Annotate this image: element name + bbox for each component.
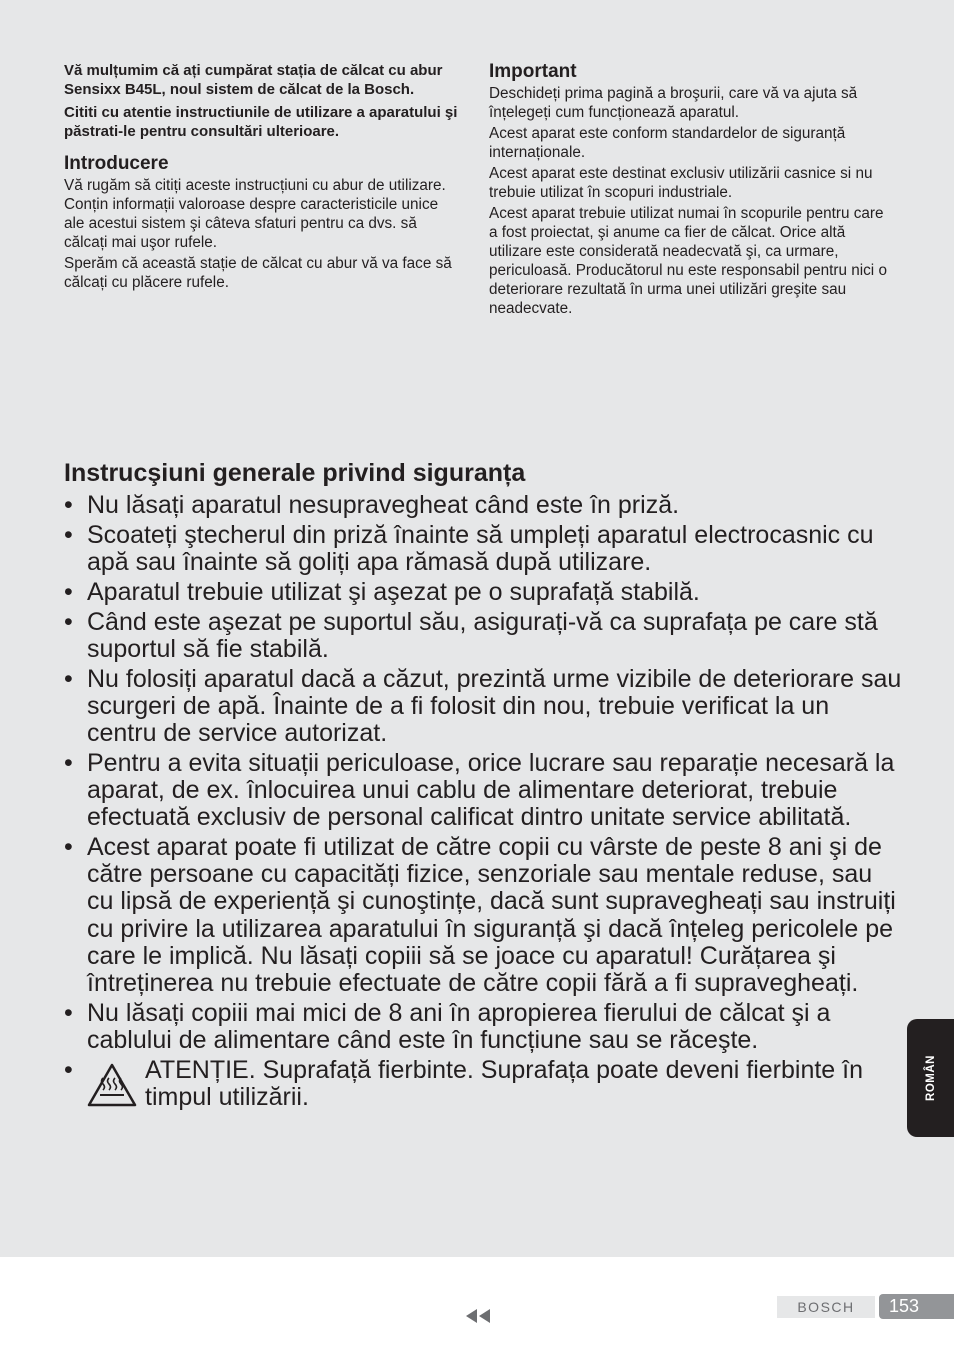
list-item-text: Pentru a evita situații periculoase, orice lucrare sau reparație necesară la aparat, de ex. înlocuirea unui cablu de alimentare deteriorat, trebuie efectuată exclusiv de personal calificat dintro unitate service abilitată. — [87, 748, 895, 832]
list-item-text: Când este aşezat pe suportul său, asigurați-vă ca suprafața pe care stă suportul să fie stabilă. — [87, 607, 878, 663]
list-item — [64, 579, 904, 606]
list-item — [64, 609, 904, 663]
intro-column — [64, 61, 459, 294]
double-left-arrow-icon[interactable] — [464, 1308, 492, 1324]
list-item — [64, 522, 904, 576]
intro-heading: Introducere — [64, 152, 169, 174]
bullet-mark: • — [64, 577, 73, 606]
important-paragraph-4: Acest aparat trebuie utilizat numai în scopurile pentru care a fost proiectat, şi anume ca fier de călcat. Orice altă utilizare este considerată neadecvată şi, ca urmare, periculoasă. Producătorul nu este responsabil pentru nici o deteriorare rezultată în urma unei utilizări greşite sau neadecvate. — [489, 205, 887, 317]
list-item — [64, 834, 904, 997]
list-item — [64, 492, 904, 519]
language-tab-label: ROMÂN — [924, 1055, 937, 1101]
thanks-text: Vă mulțumim că ați cumpărat stația de călcat cu abur Sensixx B45L, noul sistem de călcat de la Bosch. — [64, 62, 443, 99]
page-number: 153 — [879, 1294, 954, 1319]
intro-paragraph-2: Sperăm că această stație de călcat cu abur vă va face să călcați cu plăcere rufele. — [64, 254, 452, 291]
brand-label: BOSCH — [777, 1296, 875, 1318]
bullet-mark: • — [64, 998, 73, 1027]
warning-item — [64, 1057, 904, 1111]
list-item-text: Nu folosiți aparatul dacă a căzut, prezintă urme vizibile de deteriorare sau scurgeri de apă. Înainte de a fi folosit din nou, trebuie verificat la un centru de service autorizat. — [87, 664, 902, 747]
bullet-mark: • — [64, 833, 73, 861]
list-item-text: Nu lăsați copiii mai mici de 8 ani în apropierea fierului de călcat şi a cablului de alimentare când este în funcțiune sau se răceşte. — [87, 998, 831, 1055]
hot-surface-icon — [86, 1062, 138, 1108]
list-item — [64, 750, 904, 832]
important-column — [489, 61, 894, 320]
safety-title: Instrucşiuni generale privind siguranța — [64, 459, 526, 487]
bullet-mark: • — [64, 1055, 73, 1084]
bullet-mark: • — [64, 520, 73, 549]
important-paragraph-3: Acest aparat este destinat exclusiv utilizării casnice si nu trebuie utilizat în scopuri industriale. — [489, 165, 873, 201]
important-paragraph-2: Acest aparat este conform standardelor de siguranță internaționale. — [489, 125, 846, 161]
intro-paragraph-1: Vă rugăm să citiți aceste instrucțiuni cu abur de utilizare. Conțin informații valoroase despre caracteristicile unice ale acestui sistem şi câteva sfaturi pentru ca dvs. să călcați mai uşor rufele. — [64, 176, 446, 251]
list-item-text: Aparatul trebuie utilizat şi aşezat pe o suprafață stabilă. — [87, 577, 700, 606]
bullet-mark: • — [64, 664, 73, 693]
safety-section — [64, 458, 904, 1114]
list-item-text: Scoateți ştecherul din priză înainte să umpleți aparatul electrocasnic cu apă sau înainte să goliți apa rămasă după utilizare. — [87, 520, 874, 576]
list-item-text: Acest aparat poate fi utilizat de către copii cu vârste de peste 8 ani şi de către persoane cu capacități fizice, senzoriale sau mentale reduse, sau cu lipsă de experiență şi cunoştințe, dacă sunt supravegheați sau instruiți cu privire la utilizarea aparatului în siguranță şi dacă înțeleg pericolele pe care le implică. Nu lăsați copiii să se joace cu aparatul! Curățarea şi întreținerea nu trebuie efectuate de către copii fără a fi supravegheați. — [87, 833, 896, 998]
bullet-mark: • — [64, 491, 73, 519]
safety-list — [64, 492, 904, 1111]
bullet-mark: • — [64, 748, 73, 777]
bullet-mark: • — [64, 607, 73, 636]
list-item — [64, 1000, 904, 1054]
warning-text: ATENȚIE. Suprafață fierbinte. Suprafața poate deveni fierbinte în timpul utilizării. — [145, 1055, 864, 1112]
language-tab — [907, 1019, 954, 1137]
important-heading: Important — [489, 61, 577, 82]
list-item — [64, 666, 904, 748]
read-instructions-text: Cititi cu atentie instructiunile de utilizare a aparatului şi păstrati-le pentru consultări ulterioare. — [64, 103, 458, 141]
important-paragraph-1: Deschideți prima pagină a broşurii, care vă va ajuta să înțelegeți cum funcționează aparatul. — [489, 85, 858, 121]
list-item-text: Nu lăsați aparatul nesupravegheat când este în priză. — [87, 491, 680, 519]
language-tab-label-wrap — [907, 1019, 954, 1137]
